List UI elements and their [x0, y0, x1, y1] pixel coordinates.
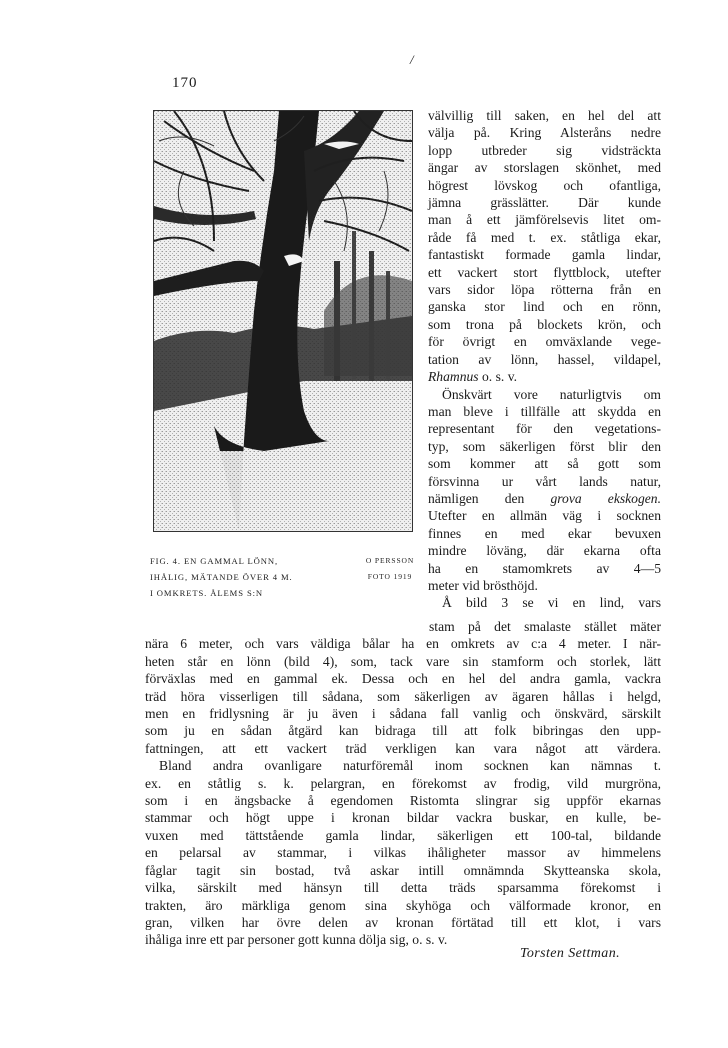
text-line: vuxen med tättstående gamla lindar, säkerligen ett 100-tal, bildande: [145, 827, 661, 843]
text-line: vilka, särskilt med hänsyn till detta träds sparsamma förekomst i: [145, 880, 661, 896]
text-line: försvinna ur vårt lands natur,: [428, 473, 661, 489]
text-line: högrest lövskog och ofantliga,: [428, 177, 661, 193]
text-fragment: o. s. v.: [478, 369, 518, 385]
text-line: välja på. Kring Alsteråns nedre: [428, 125, 661, 141]
text-line: Å bild 3 se vi en lind, vars: [442, 595, 661, 611]
caption-line: FIG. 4. EN GAMMAL LÖNN,: [150, 556, 279, 566]
paragraph-4: [145, 757, 661, 948]
text-line: finnes en med ekar bevuxen: [428, 525, 661, 541]
text-line: för övrigt en omväxlande vege-: [428, 334, 661, 350]
species-name-italic: Rhamnus: [428, 369, 479, 385]
text-line: Önskvärt vore naturligtvis om: [442, 386, 661, 402]
text-line: fattningen, att ett vackert träd verkligen kan vara något att värdera.: [145, 740, 661, 756]
text-line: tation av lönn, hassel, vildapel,: [428, 351, 661, 367]
text-line: men en fridlysning är ju även i sådana fall vanlig och önskvärd, särskilt: [145, 706, 661, 722]
text-line: en pelarsal av stammar, i vilkas ihåligheter massor av himmelens: [145, 845, 661, 861]
text-line: ex. en ståtlig s. k. pelargran, en förekomst av frodig, vild murgröna,: [145, 775, 661, 791]
text-line: ha en stamomkrets av 4—5: [428, 560, 661, 576]
paragraph-2: [428, 386, 661, 595]
text-line: råde få med t. ex. ståtliga ekar,: [428, 229, 661, 245]
text-line: heten står en lönn (bild 4), som, tack vare sin stamform och storlek, lätt: [145, 653, 661, 669]
text-line: stammar och högt uppe i kronan bildar vackra buskar, en kulle, be-: [145, 810, 661, 826]
text-line: som kommer att så gott som: [428, 456, 661, 472]
stray-mark: /: [410, 52, 414, 67]
figure-photo-old-maple: [153, 110, 413, 532]
text-line: gran, vilken har övre delen av kronan förtätad till ett klot, i vars: [145, 914, 661, 930]
text-line: lopp utbreder sig vidsträckta: [428, 142, 661, 158]
page-number: 170: [172, 75, 198, 91]
emphasis-italic: grova ekskogen.: [550, 490, 661, 506]
text-line: representant för den vegetations-: [428, 421, 661, 437]
caption-line: I OMKRETS. ÅLEMS S:N: [150, 588, 264, 598]
text-line: som ju en sådan åtgärd kan bidraga till att folk bibringas den upp-: [145, 723, 661, 739]
text-line: träd höra visserligen till sådana, som säkerligen av ägaren hållas i helgd,: [145, 688, 661, 704]
text-line: fantastiskt formade gamla lindar,: [428, 247, 661, 263]
text-line: stam på det smalaste stället mäter: [429, 619, 661, 634]
text-line: man bleve i tillfälle att skydda en: [428, 403, 661, 419]
text-line: vars sidor löpa rötterna från en: [428, 282, 661, 298]
text-line: meter vid brösthöjd.: [428, 577, 538, 593]
caption-text: [150, 553, 345, 601]
text-line: [428, 490, 661, 507]
text-line: nära 6 meter, och vars väldiga bålar ha en omkrets av c:a 4 meter. I när-: [145, 636, 661, 652]
author-signature: Torsten Settman.: [520, 946, 621, 961]
paragraph-3-start: [428, 594, 661, 611]
text-line: fåglar tagit sin bostad, två askar intill omnämnda Skytteanska skola,: [145, 862, 661, 878]
credit-line: O PERSSON: [365, 556, 415, 565]
text-line: som trona på blockets krön, och: [428, 316, 661, 332]
text-line: [428, 368, 661, 385]
text-line: Bland andra ovanligare naturföremål inom socknen kan nämnas t.: [159, 758, 661, 774]
caption-line: IHÅLIG, MÄTANDE ÖVER 4 M.: [150, 572, 293, 582]
text-line: trakten, äro märkliga genom sina skyhöga och välformade kronor, en: [145, 897, 661, 913]
paragraph-1: [428, 107, 661, 386]
text-line: man å ett jämförelsevis litet om-: [428, 212, 661, 228]
text-line: Utefter en allmän väg i socknen: [428, 508, 661, 524]
credit-line: FOTO 1919: [367, 572, 413, 581]
text-fragment: nämligen den: [428, 490, 551, 506]
text-line: förväxlas med en gammal ek. Dessa och en hel del andra gamla, vackra: [145, 671, 661, 687]
text-line: typ, som säkerligen först blir den: [428, 438, 661, 454]
tree-photo-illustration: [154, 111, 412, 531]
text-line: ihåliga inre ett par personer gott kunna dölja sig, o. s. v.: [145, 932, 448, 948]
full-width-text: [145, 618, 661, 949]
photo-credit: [355, 553, 425, 585]
text-line: välvillig till saken, en hel del att: [428, 108, 661, 123]
text-line: ett vackert stort flyttblock, utefter: [428, 264, 661, 280]
text-line: som i en ängsbacke å egendomen Ristomta slingrar sig uppför ekarnas: [145, 793, 661, 809]
text-line: ängar av storslagen skönhet, med: [428, 160, 661, 176]
paragraph-3-continued: [145, 618, 661, 757]
right-column-text: [428, 107, 661, 612]
text-line: jämna grässlätter. Där kunde: [428, 195, 661, 211]
text-line: ganska stor lind och en rönn,: [428, 299, 661, 315]
text-line: mindre löväng, där ekarna ofta: [428, 543, 661, 559]
